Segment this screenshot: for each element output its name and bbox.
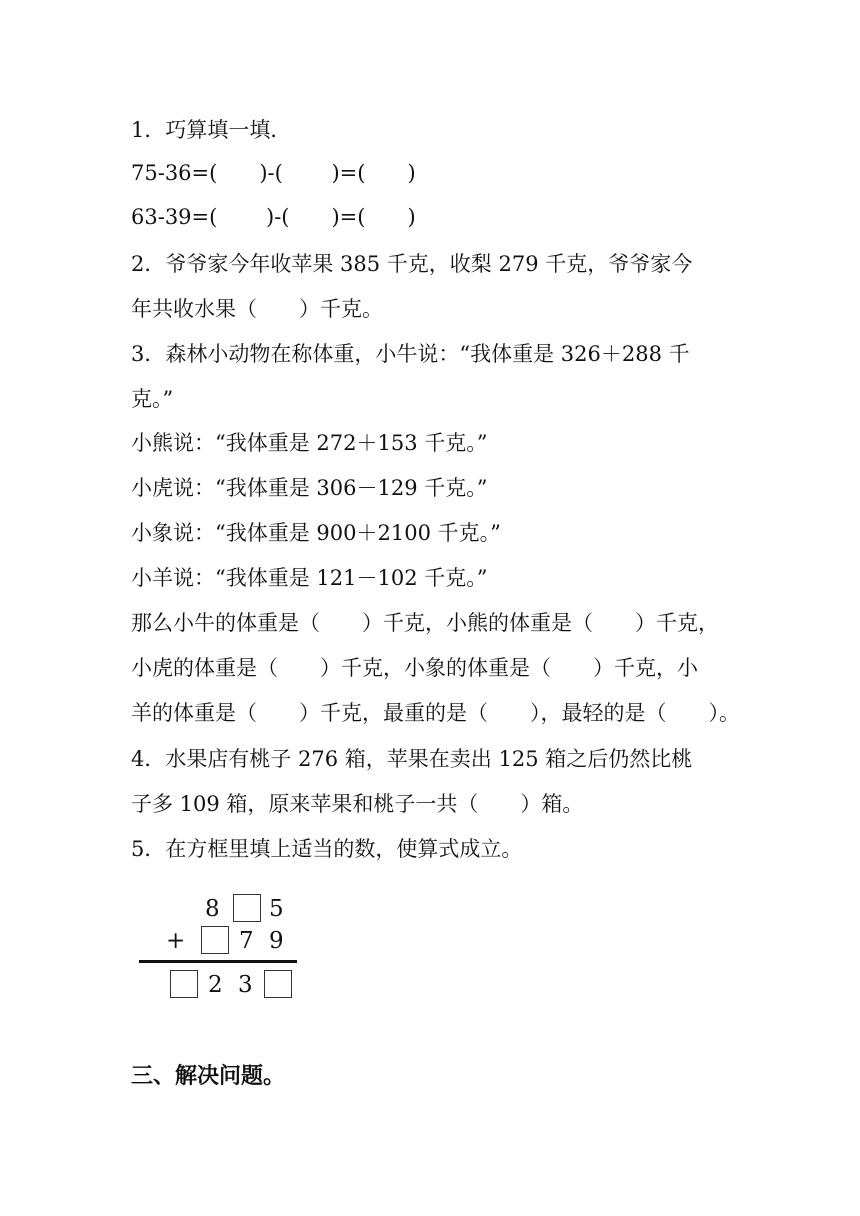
question-5-title: 5．在方框里填上适当的数，使算式成立。 [131,837,523,861]
question-1-line-1: 75-36=( )-( )=( ) [131,161,416,185]
question-1-line-2: 63-39=( )-( )=( ) [131,205,416,229]
question-3-line-1: 3．森林小动物在称体重，小牛说：“我体重是 326＋288 千 [131,342,690,366]
digit: 8 [205,896,220,922]
digit: 3 [238,972,253,998]
question-3-tiger: 小虎说：“我体重是 306－129 千克。” [131,476,488,500]
question-3-elephant: 小象说：“我体重是 900＋2100 千克。” [131,521,501,545]
question-2-line-2: 年共收水果（ ）千克。 [131,297,383,321]
section-heading: 三、解决问题。 [131,1063,286,1089]
question-2-line-1: 2．爷爷家今年收苹果 385 千克，收梨 279 千克，爷爷家今 [131,252,693,276]
question-4-line-1: 4．水果店有桃子 276 箱，苹果在卖出 125 箱之后仍然比桃 [131,747,693,771]
question-3-line-7: 那么小牛的体重是（ ）千克，小熊的体重是（ ）千克， [131,611,719,635]
blank-box[interactable] [264,970,292,998]
blank-box[interactable] [170,970,198,998]
sum-line [139,960,297,963]
blank-box[interactable] [201,926,229,954]
question-3-line-9: 羊的体重是（ ）千克，最重的是（ ），最轻的是（ ）。 [131,701,740,725]
question-3-bear: 小熊说：“我体重是 272＋153 千克。” [131,431,488,455]
question-3-sheep: 小羊说：“我体重是 121－102 千克。” [131,566,488,590]
digit: 2 [208,972,223,998]
blank-box[interactable] [233,894,261,922]
question-3-line-2: 克。” [131,387,174,411]
digit: 5 [269,896,284,922]
question-1-title: 1．巧算填一填． [131,118,292,142]
question-3-line-8: 小虎的体重是（ ）千克，小象的体重是（ ）千克，小 [131,656,698,680]
digit: 9 [269,928,284,954]
plus-sign: + [166,928,186,954]
digit: 7 [239,928,254,954]
question-4-line-2: 子多 109 箱，原来苹果和桃子一共（ ）箱。 [131,792,584,816]
